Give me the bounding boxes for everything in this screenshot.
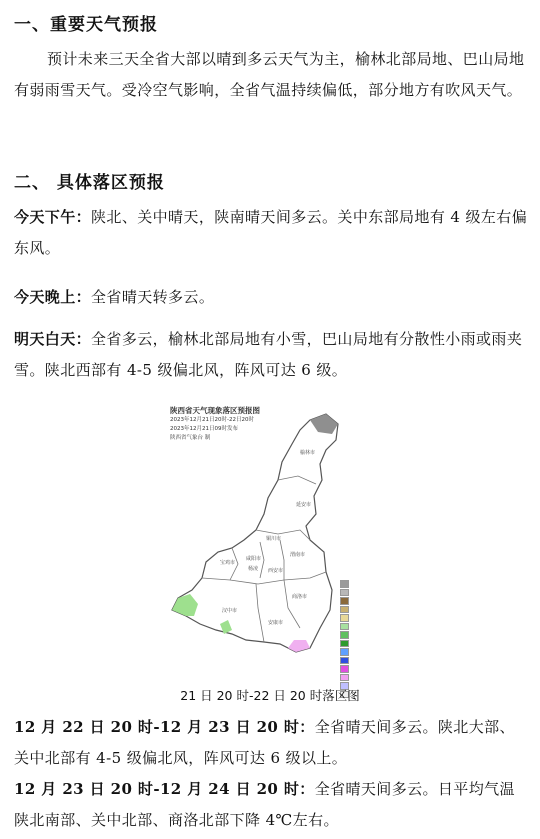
label-tongchuan: 铜川市 [266, 536, 282, 542]
forecast-day2 [14, 712, 530, 774]
label-baoji: 宝鸡市 [220, 560, 236, 566]
map-caption: 21 日 20 时-22 日 20 时落区图 [180, 688, 360, 703]
forecast-day3-label: 12 月 23 日 20 时-12 月 24 日 20 时： [14, 780, 315, 798]
legend-swatch [340, 597, 349, 605]
section2-title: 二、 具体落区预报 [14, 173, 165, 193]
weather-map [160, 402, 380, 664]
map-issued: 2023年12月21日09时发布 [170, 426, 238, 432]
label-shangluo: 商洛市 [292, 594, 308, 600]
forecast-evening-label: 今天晚上： [14, 288, 92, 306]
label-yangling: 杨凌 [248, 566, 259, 572]
forecast-day2-label: 12 月 22 日 20 时-12 月 23 日 20 时： [14, 718, 315, 736]
map-title: 陕西省天气现象落区预报图 [170, 406, 260, 415]
label-weinan: 渭南市 [290, 552, 306, 558]
forecast-tomorrow [14, 324, 530, 386]
map-title-block [170, 406, 260, 443]
legend-swatch [340, 580, 349, 588]
label-yulin: 榆林市 [300, 450, 316, 456]
legend-swatch [340, 606, 349, 614]
map-legend [340, 580, 349, 699]
label-xianyang: 咸阳市 [246, 556, 262, 562]
section1-body: 预计未来三天全省大部以晴到多云天气为主，榆林北部局地、巴山局地有弱雨雪天气。受冷空气影响，全省气温持续偏低，部分地方有吹风天气。 [14, 50, 525, 99]
legend-swatch [340, 589, 349, 597]
forecast-afternoon-text: 陕北、关中晴天，陕南晴天间多云。关中东部局地有 4 级左右偏东风。 [14, 208, 528, 257]
forecast-afternoon [14, 202, 530, 264]
section1-title: 一、重要天气预报 [14, 15, 158, 35]
label-ankang: 安康市 [268, 620, 284, 626]
forecast-evening-text: 全省晴天转多云。 [91, 288, 215, 306]
forecast-day2-text: 全省晴天间多云。陕北大部、关中北部有 4-5 级偏北风，阵风可达 6 级以上。 [14, 718, 515, 767]
label-xian: 西安市 [268, 568, 284, 574]
map-agency: 陕西省气象台 制 [170, 435, 211, 441]
map-period: 2023年12月21日20时-22日20时 [170, 417, 254, 423]
legend-swatch [340, 665, 349, 673]
forecast-day3-text: 全省晴天间多云。日平均气温陕北南部、关中北部、商洛北部下降 4℃左右。 [14, 780, 515, 829]
forecast-day3 [14, 774, 530, 836]
forecast-tomorrow-label: 明天白天： [14, 330, 92, 348]
legend-swatch [340, 657, 349, 665]
label-yanan: 延安市 [296, 502, 312, 508]
legend-swatch [340, 648, 349, 656]
legend-swatch [340, 640, 349, 648]
forecast-afternoon-label: 今天下午： [14, 208, 92, 226]
legend-swatch [340, 623, 349, 631]
forecast-tomorrow-text: 全省多云，榆林北部局地有小雪，巴山局地有分散性小雨或雨夹雪。陕北西部有 4-5 级偏北风，阵风可达 6 级。 [14, 330, 523, 379]
forecast-evening [14, 282, 530, 313]
legend-swatch [340, 674, 349, 682]
legend-swatch [340, 631, 349, 639]
label-hanzhong: 汉中市 [222, 608, 238, 614]
legend-swatch [340, 614, 349, 622]
